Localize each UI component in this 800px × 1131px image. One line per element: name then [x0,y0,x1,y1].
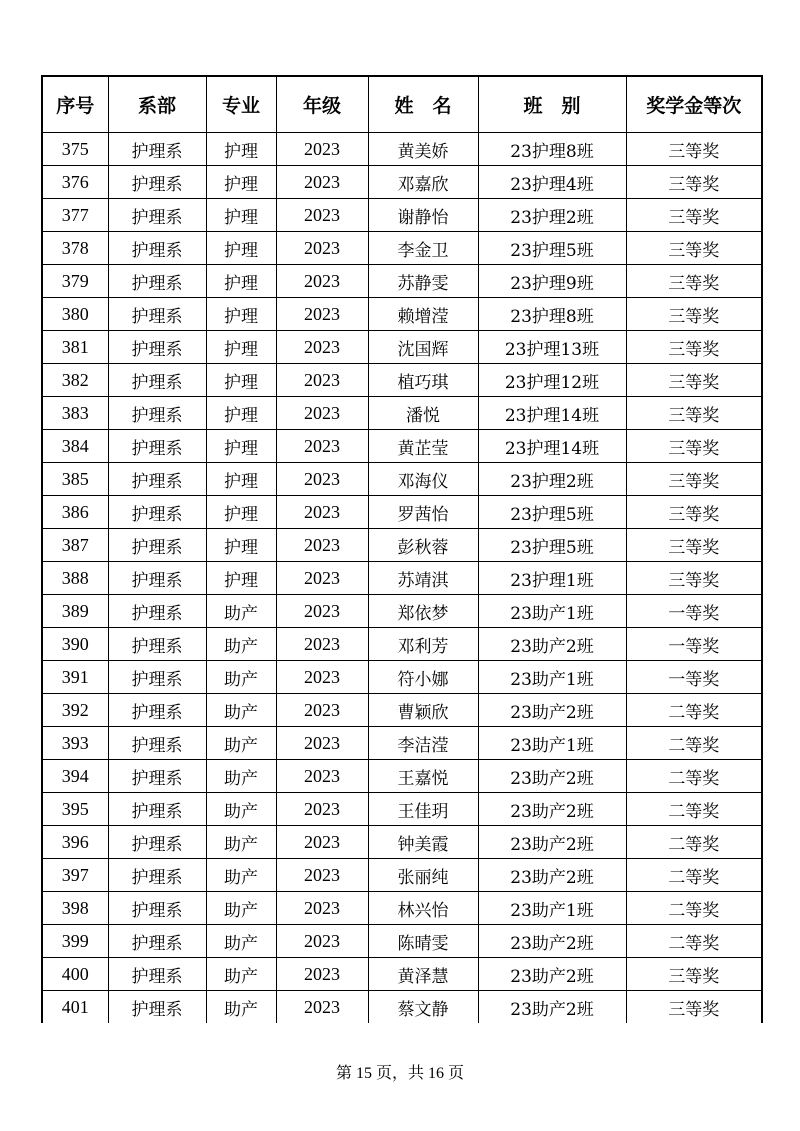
cell-class: 23助产1班 [478,727,626,760]
cell-grade-year: 2023 [276,694,368,727]
header-major: 专业 [206,76,276,133]
table-header-row [42,76,762,133]
cell-name: 符小娜 [368,661,478,694]
cell-serial-number: 394 [42,760,108,793]
cell-serial-number: 386 [42,496,108,529]
table-row [42,760,762,793]
cell-serial-number: 387 [42,529,108,562]
cell-name: 王佳玥 [368,793,478,826]
table-row [42,529,762,562]
cell-department: 护理系 [108,265,206,298]
table-row [42,133,762,166]
cell-class: 23助产1班 [478,892,626,925]
cell-class: 23护理13班 [478,331,626,364]
cell-grade-year: 2023 [276,925,368,958]
cell-grade-year: 2023 [276,529,368,562]
cell-scholarship-level: 二等奖 [626,760,762,793]
cell-grade-year: 2023 [276,859,368,892]
header-grade-year: 年级 [276,76,368,133]
cell-class: 23助产2班 [478,760,626,793]
cell-department: 护理系 [108,331,206,364]
cell-grade-year: 2023 [276,166,368,199]
table-row [42,232,762,265]
cell-serial-number: 396 [42,826,108,859]
cell-name: 王嘉悦 [368,760,478,793]
cell-major: 助产 [206,628,276,661]
header-scholarship-level: 奖学金等次 [626,76,762,133]
cell-department: 护理系 [108,694,206,727]
scholarship-table-container [41,75,761,1023]
cell-name: 郑依梦 [368,595,478,628]
cell-grade-year: 2023 [276,991,368,1024]
cell-scholarship-level: 二等奖 [626,859,762,892]
cell-department: 护理系 [108,562,206,595]
cell-scholarship-level: 一等奖 [626,661,762,694]
cell-serial-number: 395 [42,793,108,826]
table-row [42,859,762,892]
cell-major: 助产 [206,595,276,628]
cell-department: 护理系 [108,463,206,496]
cell-scholarship-level: 二等奖 [626,826,762,859]
cell-class: 23护理14班 [478,430,626,463]
cell-name: 李洁滢 [368,727,478,760]
cell-department: 护理系 [108,892,206,925]
cell-scholarship-level: 一等奖 [626,628,762,661]
cell-serial-number: 383 [42,397,108,430]
cell-class: 23助产2班 [478,958,626,991]
cell-major: 护理 [206,199,276,232]
cell-name: 黄美娇 [368,133,478,166]
cell-scholarship-level: 二等奖 [626,793,762,826]
cell-class: 23助产2班 [478,793,626,826]
table-row [42,562,762,595]
cell-scholarship-level: 三等奖 [626,331,762,364]
cell-name: 邓海仪 [368,463,478,496]
cell-scholarship-level: 三等奖 [626,133,762,166]
cell-major: 护理 [206,430,276,463]
table-row [42,694,762,727]
cell-grade-year: 2023 [276,496,368,529]
cell-serial-number: 393 [42,727,108,760]
cell-name: 黄泽慧 [368,958,478,991]
header-name: 姓 名 [368,76,478,133]
cell-major: 护理 [206,331,276,364]
cell-department: 护理系 [108,925,206,958]
cell-class: 23助产1班 [478,595,626,628]
cell-grade-year: 2023 [276,628,368,661]
table-row [42,331,762,364]
cell-grade-year: 2023 [276,199,368,232]
table-row [42,364,762,397]
table-row [42,199,762,232]
cell-name: 彭秋蓉 [368,529,478,562]
cell-serial-number: 398 [42,892,108,925]
cell-major: 护理 [206,133,276,166]
cell-scholarship-level: 三等奖 [626,364,762,397]
cell-name: 李金卫 [368,232,478,265]
cell-class: 23护理12班 [478,364,626,397]
cell-serial-number: 390 [42,628,108,661]
cell-department: 护理系 [108,826,206,859]
cell-department: 护理系 [108,166,206,199]
cell-name: 苏静雯 [368,265,478,298]
cell-serial-number: 392 [42,694,108,727]
cell-class: 23护理5班 [478,529,626,562]
cell-class: 23助产2班 [478,694,626,727]
cell-department: 护理系 [108,397,206,430]
cell-major: 护理 [206,298,276,331]
cell-scholarship-level: 三等奖 [626,958,762,991]
cell-major: 助产 [206,727,276,760]
cell-scholarship-level: 二等奖 [626,925,762,958]
cell-serial-number: 381 [42,331,108,364]
table-row [42,166,762,199]
table-row [42,265,762,298]
cell-scholarship-level: 二等奖 [626,727,762,760]
table-row [42,628,762,661]
cell-serial-number: 391 [42,661,108,694]
cell-department: 护理系 [108,199,206,232]
cell-class: 23护理1班 [478,562,626,595]
cell-scholarship-level: 三等奖 [626,562,762,595]
cell-major: 护理 [206,364,276,397]
cell-scholarship-level: 三等奖 [626,166,762,199]
cell-name: 谢静怡 [368,199,478,232]
cell-serial-number: 376 [42,166,108,199]
header-serial-number: 序号 [42,76,108,133]
cell-department: 护理系 [108,661,206,694]
cell-scholarship-level: 三等奖 [626,529,762,562]
cell-department: 护理系 [108,760,206,793]
cell-class: 23护理5班 [478,496,626,529]
cell-serial-number: 389 [42,595,108,628]
cell-class: 23护理4班 [478,166,626,199]
cell-class: 23护理2班 [478,199,626,232]
cell-serial-number: 378 [42,232,108,265]
table-row [42,826,762,859]
cell-name: 植巧琪 [368,364,478,397]
page-number-footer: 第 15 页，共 16 页 [335,1065,464,1082]
cell-serial-number: 385 [42,463,108,496]
cell-serial-number: 380 [42,298,108,331]
cell-serial-number: 375 [42,133,108,166]
table-row [42,397,762,430]
table-row [42,430,762,463]
cell-department: 护理系 [108,496,206,529]
table-row [42,463,762,496]
table-row [42,925,762,958]
cell-scholarship-level: 一等奖 [626,595,762,628]
cell-major: 护理 [206,529,276,562]
cell-scholarship-level: 二等奖 [626,694,762,727]
cell-serial-number: 384 [42,430,108,463]
cell-major: 助产 [206,760,276,793]
cell-department: 护理系 [108,364,206,397]
cell-scholarship-level: 三等奖 [626,199,762,232]
cell-scholarship-level: 三等奖 [626,991,762,1024]
cell-scholarship-level: 三等奖 [626,265,762,298]
cell-major: 助产 [206,925,276,958]
cell-scholarship-level: 二等奖 [626,892,762,925]
cell-class: 23护理8班 [478,133,626,166]
table-row [42,991,762,1024]
header-class: 班 别 [478,76,626,133]
cell-grade-year: 2023 [276,331,368,364]
cell-grade-year: 2023 [276,760,368,793]
table-row [42,892,762,925]
cell-grade-year: 2023 [276,133,368,166]
cell-grade-year: 2023 [276,595,368,628]
cell-department: 护理系 [108,232,206,265]
cell-department: 护理系 [108,430,206,463]
cell-grade-year: 2023 [276,397,368,430]
cell-department: 护理系 [108,991,206,1024]
cell-major: 助产 [206,793,276,826]
table-row [42,958,762,991]
cell-class: 23护理2班 [478,463,626,496]
cell-major: 护理 [206,265,276,298]
scholarship-table [41,75,763,1023]
cell-serial-number: 388 [42,562,108,595]
cell-department: 护理系 [108,595,206,628]
cell-department: 护理系 [108,859,206,892]
table-body [42,133,762,1024]
cell-class: 23助产2班 [478,826,626,859]
cell-scholarship-level: 三等奖 [626,232,762,265]
cell-name: 钟美霞 [368,826,478,859]
cell-class: 23助产2班 [478,991,626,1024]
table-row [42,496,762,529]
cell-class: 23助产2班 [478,859,626,892]
cell-scholarship-level: 三等奖 [626,430,762,463]
cell-department: 护理系 [108,628,206,661]
cell-name: 陈晴雯 [368,925,478,958]
cell-scholarship-level: 三等奖 [626,463,762,496]
cell-name: 蔡文静 [368,991,478,1024]
cell-grade-year: 2023 [276,892,368,925]
cell-major: 护理 [206,397,276,430]
cell-class: 23护理14班 [478,397,626,430]
cell-serial-number: 379 [42,265,108,298]
cell-class: 23护理8班 [478,298,626,331]
cell-department: 护理系 [108,133,206,166]
cell-class: 23护理9班 [478,265,626,298]
cell-major: 助产 [206,892,276,925]
cell-major: 护理 [206,166,276,199]
cell-major: 助产 [206,859,276,892]
cell-serial-number: 382 [42,364,108,397]
cell-class: 23助产2班 [478,925,626,958]
cell-grade-year: 2023 [276,793,368,826]
cell-department: 护理系 [108,529,206,562]
cell-class: 23助产1班 [478,661,626,694]
cell-grade-year: 2023 [276,298,368,331]
cell-grade-year: 2023 [276,463,368,496]
cell-major: 助产 [206,958,276,991]
cell-class: 23助产2班 [478,628,626,661]
cell-name: 沈国辉 [368,331,478,364]
cell-serial-number: 377 [42,199,108,232]
cell-name: 林兴怡 [368,892,478,925]
cell-department: 护理系 [108,298,206,331]
cell-grade-year: 2023 [276,265,368,298]
cell-serial-number: 401 [42,991,108,1024]
cell-grade-year: 2023 [276,364,368,397]
cell-major: 助产 [206,694,276,727]
cell-grade-year: 2023 [276,727,368,760]
cell-name: 邓嘉欣 [368,166,478,199]
cell-grade-year: 2023 [276,826,368,859]
table-row [42,595,762,628]
cell-major: 助产 [206,991,276,1024]
cell-major: 助产 [206,826,276,859]
cell-scholarship-level: 三等奖 [626,496,762,529]
table-row [42,793,762,826]
cell-name: 苏靖淇 [368,562,478,595]
cell-major: 护理 [206,463,276,496]
cell-department: 护理系 [108,958,206,991]
table-row [42,727,762,760]
cell-grade-year: 2023 [276,958,368,991]
cell-serial-number: 397 [42,859,108,892]
cell-name: 曹颖欣 [368,694,478,727]
cell-major: 助产 [206,661,276,694]
cell-name: 张丽纯 [368,859,478,892]
cell-name: 罗茜怡 [368,496,478,529]
cell-department: 护理系 [108,727,206,760]
cell-major: 护理 [206,232,276,265]
cell-grade-year: 2023 [276,661,368,694]
cell-major: 护理 [206,496,276,529]
cell-serial-number: 400 [42,958,108,991]
cell-class: 23护理5班 [478,232,626,265]
header-department: 系部 [108,76,206,133]
table-row [42,661,762,694]
cell-name: 潘悦 [368,397,478,430]
table-row [42,298,762,331]
cell-name: 赖增滢 [368,298,478,331]
cell-serial-number: 399 [42,925,108,958]
cell-name: 邓利芳 [368,628,478,661]
cell-department: 护理系 [108,793,206,826]
cell-major: 护理 [206,562,276,595]
cell-grade-year: 2023 [276,232,368,265]
cell-scholarship-level: 三等奖 [626,397,762,430]
cell-grade-year: 2023 [276,562,368,595]
cell-name: 黄芷莹 [368,430,478,463]
cell-scholarship-level: 三等奖 [626,298,762,331]
cell-grade-year: 2023 [276,430,368,463]
